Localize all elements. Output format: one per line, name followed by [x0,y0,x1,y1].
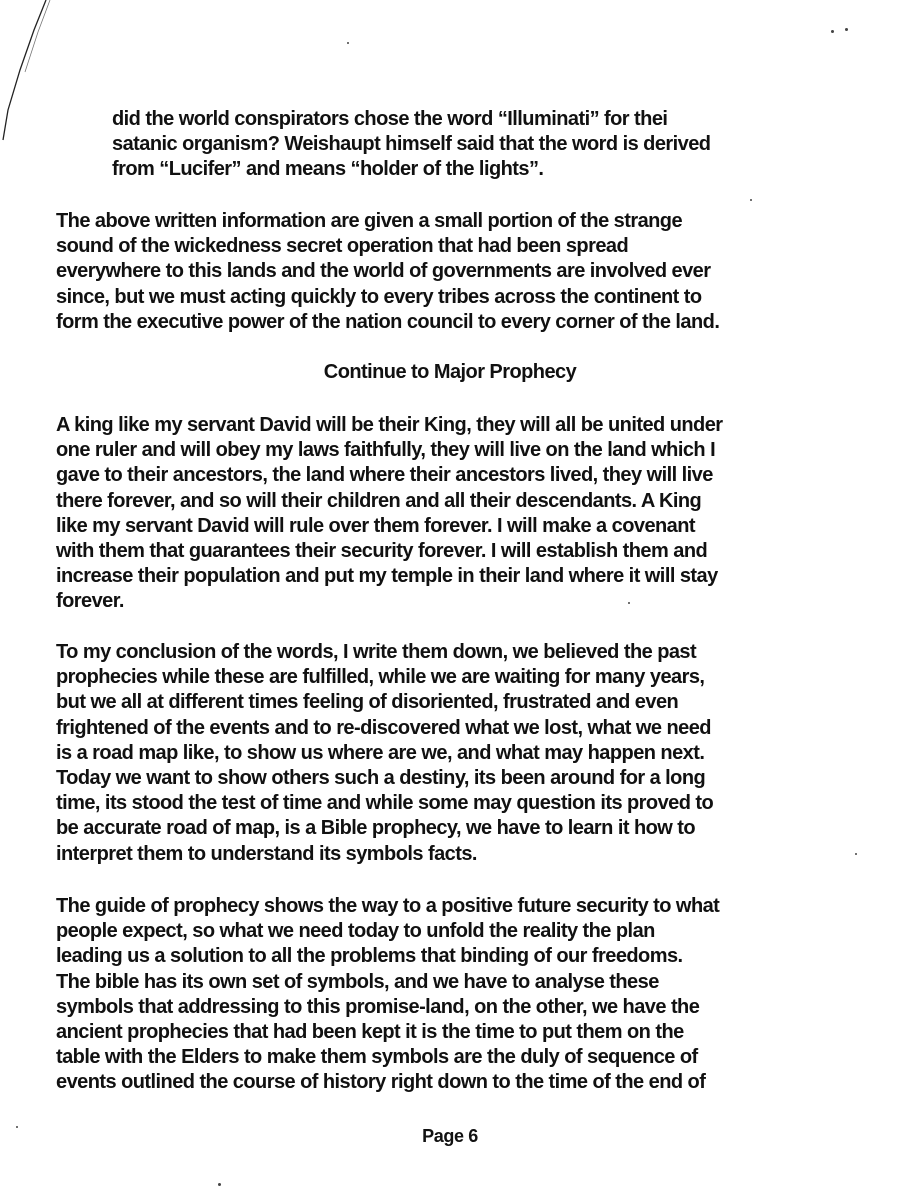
scan-speck [16,1126,18,1128]
scan-edge-mark [0,0,60,160]
scan-speck [831,30,834,33]
scan-speck [845,28,848,31]
paragraph-guide-of-prophecy: The guide of prophecy shows the way to a positive future security to what people expect, so what we need today to unfold the reality the plan leading us a solution to all the problems that binding of our freedoms. The bible has its own set of symbols, and we have to analyse these symbols that addressing to this promise-land, on the other, we have the ancient prophecies that had been kept it is the time to put them on the table with the Elders to make them symbols are the duly of sequence of events outlined the course of history right down to the time of the end of [56,895,720,1094]
page-number: Page 6 [422,1126,478,1146]
scan-speck [750,199,752,201]
section-heading: Continue to Major Prophecy [323,361,577,383]
scan-speck [855,853,857,855]
paragraph-intro: did the world conspirators chose the word “Illuminati” for thei satanic organism? Weishaupt himself said that the word is derived from “Lucifer” and means “holder of the lights”. [112,108,711,181]
scan-speck [628,602,630,604]
scan-speck [347,42,349,44]
scan-speck [218,1183,221,1186]
paragraph-above-information: The above written information are given a small portion of the strange sound of the wickedness secret operation that had been spread everywhere to this lands and the world of governments are involved ever since, but we must acting quickly to every tribes across the continent to form the executive power of the nation council to every corner of the land. [56,210,720,333]
paragraph-king-prophecy: A king like my servant David will be their King, they will all be united under one ruler and will obey my laws faithfully, they will live on the land which I gave to their ancestors, the land where their ancestors lived, they will live there forever, and so will their children and all their descendants. A King like my servant David will rule over them forever. I will make a covenant with them that guarantees their security forever. I will establish them and increase their population and put my temple in their land where it will stay forever. [56,414,723,613]
paragraph-conclusion: To my conclusion of the words, I write them down, we believed the past prophecies while these are fulfilled, while we are waiting for many years, but we all at different times feeling of disoriented, frustrated and even frightened of the events and to re-discovered what we lost, what we need is a road map like, to show us where are we, and what may happen next. Today we want to show others such a destiny, its been around for a long time, its stood the test of time and while some may question its proved to be accurate road of map, is a Bible prophecy, we have to learn it how to interpret them to understand its symbols facts. [56,641,714,865]
